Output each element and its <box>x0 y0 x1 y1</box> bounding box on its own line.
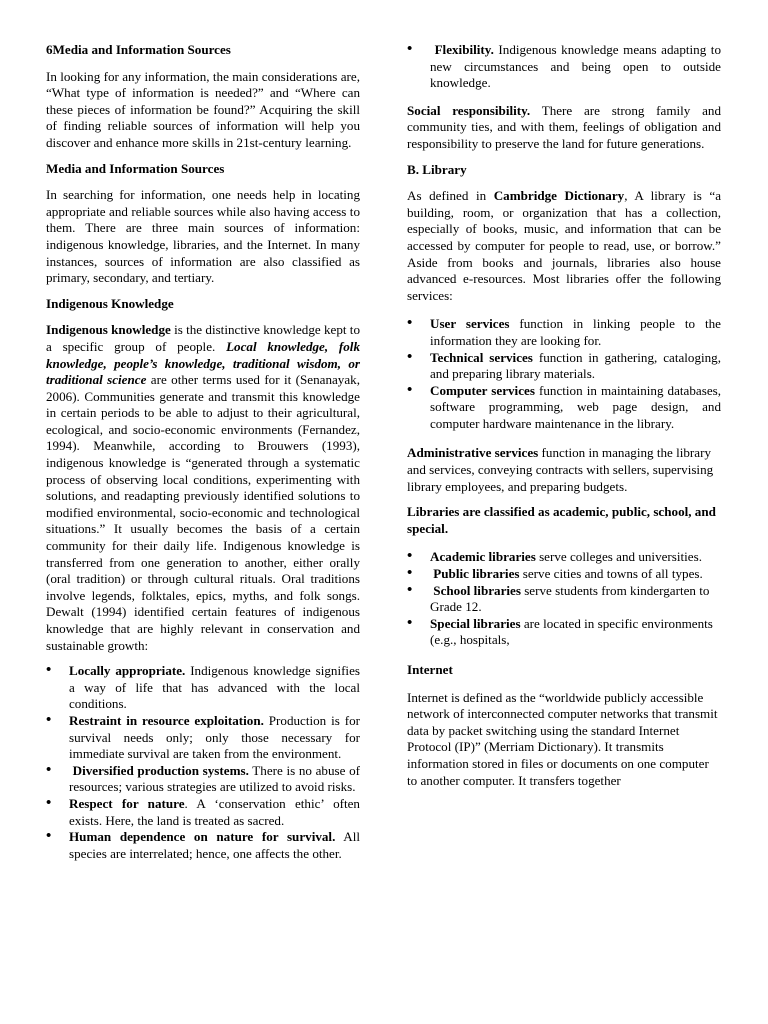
media-sources-heading: Media and Information Sources <box>46 160 225 176</box>
indigenous-lead-text: is the distinctive knowledge kept to a specific group of people. <box>46 322 360 354</box>
internet-heading: Internet <box>407 662 453 677</box>
service-text: function in gathering, cataloging, and preparing library materials. <box>430 349 722 382</box>
list-item <box>407 350 721 383</box>
feature-text: All species are interrelated; hence, one affects the other. <box>69 829 360 861</box>
library-types-list <box>407 549 721 649</box>
type-label: Public libraries <box>430 566 520 582</box>
feature-text: There is no abuse of resources; various strategies are utilized to avoid risks. <box>69 762 360 795</box>
type-text: serve cities and towns of all types. <box>519 566 703 582</box>
administrative-services-paragraph <box>407 445 721 495</box>
list-item <box>46 829 360 862</box>
internet-paragraph: Internet is defined as the “worldwide publicly accessible network of interconnected computer networks that transmit data by packet switching using the standard Internet Protocol (IP)” (Merriam Dictionary). It transmits information stored in files or documents on one computer to another computer. It transfers together <box>407 689 718 788</box>
definition-source: Cambridge Dictionary <box>493 188 625 204</box>
list-item <box>407 566 721 583</box>
type-label: Academic libraries <box>430 549 536 565</box>
social-label: Social responsibility. <box>407 102 531 118</box>
list-item <box>46 796 360 829</box>
indigenous-rest-text: are other terms used for it (Senanayak, 2006). Communities generate and transmit this knowledge in certain periods to be able to adjust to their agricultural, ecological, and socio-economic environments (Fernandez, 1994). Meanwhile, according to Brouwers (1993), indigenous knowledge is “generated through a systematic process of observing local conditions, experimenting with solutions, and readapting previously identified solutions to modified environmental, socio-economic and technological situations.” It usually becomes the basis of a certain community for their daily life. Indigenous knowledge is transferred from one generation to another, either orally (oral tradition) or through cultural rituals. Oral traditions involve legends, folktales, epics, myths, and folk songs. Dewalt (1994) identified certain features of indigenous knowledge that are highly relevant in conservation and sustainable growth: <box>46 372 360 653</box>
library-services-list <box>407 316 721 432</box>
admin-label: Administrative services <box>407 445 539 461</box>
feature-text: . A ‘conservation ethic’ often exists. Here, the land is treated as sacred. <box>69 795 360 828</box>
social-text: There are strong family and community ties, and with them, feelings of obligation and responsibility to preserve the land for future generations. <box>407 102 721 151</box>
feature-label: Respect for nature <box>69 795 185 811</box>
list-item <box>46 763 360 796</box>
indigenous-paragraph <box>46 322 360 654</box>
type-text: serve students from kindergarten to Grade 12. <box>430 582 710 615</box>
social-responsibility-paragraph <box>407 103 721 153</box>
list-item <box>407 42 721 92</box>
features-list <box>46 663 360 862</box>
feature-label: Locally appropriate. <box>69 663 186 679</box>
library-classification-heading: Libraries are classified as academic, public, school, and special. <box>407 504 716 536</box>
feature-text: Indigenous knowledge means adapting to new circumstances and being open to outside knowledge. <box>430 42 721 91</box>
list-item <box>407 583 721 616</box>
service-text: function in maintaining databases, software programming, web page design, and computer hardware maintenance in the library. <box>430 382 722 431</box>
list-item <box>46 663 360 713</box>
service-label: Technical services <box>430 349 533 365</box>
feature-label: Diversified production systems. <box>69 762 249 778</box>
left-column <box>46 42 360 875</box>
type-label: Special libraries <box>430 615 521 631</box>
list-item <box>407 549 721 566</box>
definition-text: , A library is “a building, room, or organization that has a collection, especially of books, music, and information that can be accessed by computer for people to read, use, or borrow.” Aside from books and journals, libraries also house advanced e-resources. Most libraries offer the following services: <box>407 188 722 303</box>
feature-text: Production is for survival needs only; only those necessary for immediate survival are taken from the environment. <box>69 712 360 762</box>
features-list-continued <box>407 42 721 92</box>
type-label: School libraries <box>430 582 521 598</box>
list-item <box>407 316 721 349</box>
admin-text: function in managing the library and services, conveying contracts with sellers, supervising library employees, and preparing budgets. <box>407 445 714 494</box>
feature-label: Restraint in resource exploitation. <box>69 712 264 728</box>
library-heading: B. Library <box>407 161 467 177</box>
intro-paragraph: In looking for any information, the main considerations are, “What type of information is needed?” and “Where can these pieces of information be found?” Acquiring the skill of finding reliable sources of information will help you discover and enhance more skills in 21st-century learning. <box>46 68 360 150</box>
definition-prefix: As defined in <box>407 188 494 204</box>
list-item <box>407 383 721 433</box>
service-label: User services <box>430 316 510 332</box>
type-text: are located in specific environments (e.g., hospitals, <box>430 615 713 648</box>
type-text: serve colleges and universities. <box>535 549 702 565</box>
list-item <box>407 616 721 649</box>
service-label: Computer services <box>430 382 535 398</box>
service-text: function in linking people to the information they are looking for. <box>430 316 721 348</box>
right-column <box>407 42 721 798</box>
feature-text: Indigenous knowledge signifies a way of life that has advanced with the local conditions. <box>69 663 360 712</box>
indigenous-alt-terms: Local knowledge, folk knowledge, people’s knowledge, traditional wisdom, or traditional science <box>46 338 360 388</box>
indigenous-heading: Indigenous Knowledge <box>46 295 174 311</box>
list-item <box>46 713 360 763</box>
indigenous-term: Indigenous knowledge <box>46 322 171 338</box>
feature-label: Human dependence on nature for survival. <box>69 829 336 845</box>
feature-label: Flexibility. <box>430 42 494 57</box>
media-sources-paragraph: In searching for information, one needs help in locating appropriate and reliable sources while also having access to them. There are three main sources of information: indigenous knowledge, libraries, and the Internet. In many instances, sources of information are also classified as primary, secondary, and tertiary. <box>46 187 360 286</box>
page-title: 6Media and Information Sources <box>46 42 231 57</box>
library-definition <box>407 188 721 304</box>
